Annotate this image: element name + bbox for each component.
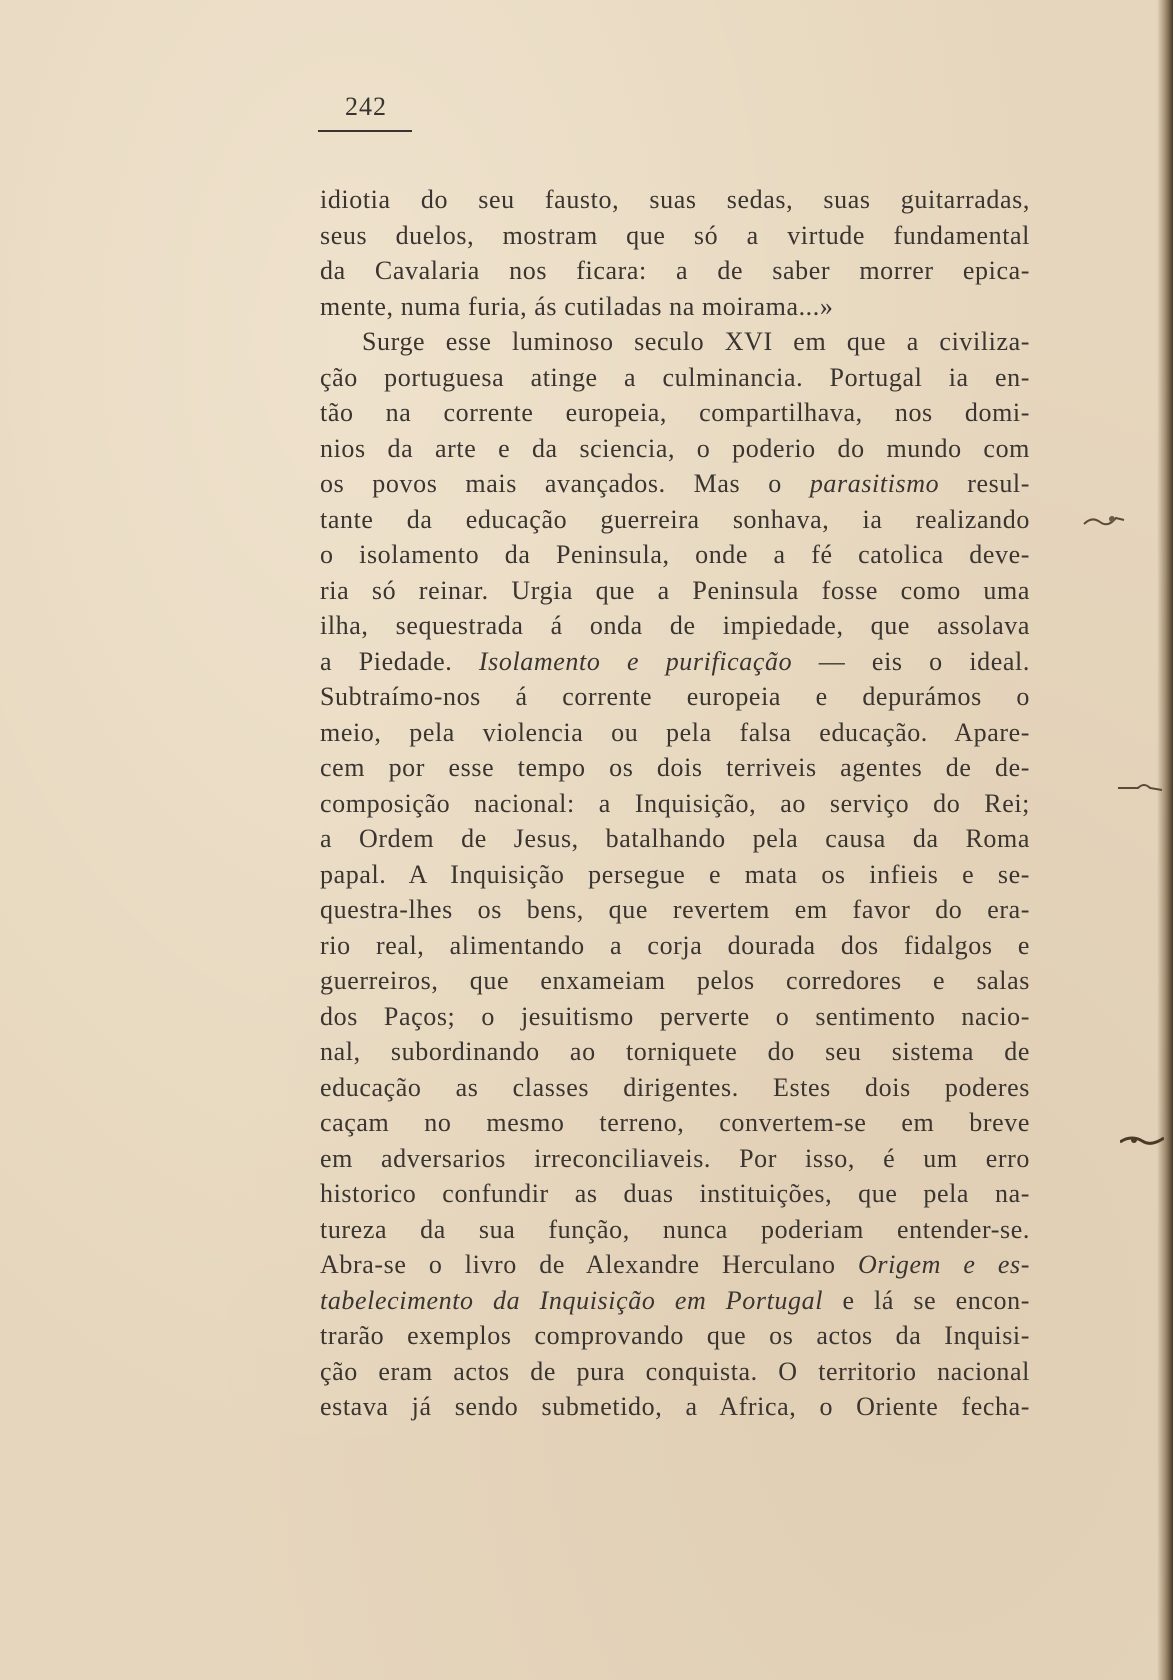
text-run: resul- [939, 469, 1031, 498]
header-rule [318, 130, 412, 132]
italic-run: Isolamento e purificação [478, 646, 793, 676]
text-run: Abra-se o livro de Alexandre Herculano [320, 1250, 858, 1279]
text-line: tureza da sua função, nunca poderiam entender-se. [320, 1214, 1030, 1244]
text-line: mente, numa furia, ás cutiladas na moirama...» [320, 291, 834, 321]
text-line: ilha, sequestrada á onda de impiedade, que assolava [320, 611, 1030, 640]
text-line: ria só reinar. Urgia que a Peninsula fosse como uma [320, 575, 1030, 605]
text-run: a Piedade. [320, 646, 479, 676]
text-line: composição nacional: a Inquisição, ao serviço do Rei; [320, 788, 1030, 818]
bookworm-mark-icon [1118, 778, 1162, 798]
italic-run: parasitismo [809, 469, 940, 498]
text-line: educação as classes dirigentes. Estes dois poderes [320, 1072, 1030, 1102]
text-line: da Cavalaria nos ficara: a de saber morrer epica- [320, 256, 1030, 285]
text-line: papal. A Inquisição persegue e mata os infieis e se- [320, 859, 1030, 889]
text-line [320, 1283, 1030, 1319]
text-line [320, 466, 1030, 502]
italic-run: tabelecimento da Inquisição em Portugal [320, 1285, 824, 1315]
text-line: Surge esse luminoso seculo XVI em que a civiliza- [362, 327, 1030, 356]
text-line: a Ordem de Jesus, batalhando pela causa da Roma [320, 824, 1030, 853]
page-edge-shadow [1157, 0, 1173, 1680]
text-line [320, 1247, 1030, 1283]
text-line: o isolamento da Peninsula, onde a fé catolica deve- [320, 540, 1030, 569]
text-line: caçam no mesmo terreno, convertem-se em breve [320, 1108, 1030, 1137]
bookworm-mark-icon [1120, 1130, 1164, 1150]
text-line: cem por esse tempo os dois terriveis agentes de de- [320, 753, 1030, 782]
text-line: historico confundir as duas instituições, que pela na- [320, 1179, 1030, 1208]
text-line: Subtraímo-nos á corrente europeia e depurámos o [320, 682, 1030, 711]
text-run: — eis o ideal. [792, 646, 1030, 676]
text-line: dos Paços; o jesuitismo perverte o sentimento nacio- [320, 1001, 1030, 1031]
text-line [320, 644, 1030, 680]
text-line: idiotia do seu fausto, suas sedas, suas guitarradas, [320, 185, 1030, 214]
page-number: 242 [345, 92, 387, 121]
text-line: seus duelos, mostram que só a virtude fundamental [320, 220, 1030, 250]
body-text [320, 182, 1030, 1425]
text-run: e lá se encon- [823, 1285, 1030, 1315]
text-line: estava já sendo submetido, a Africa, o Oriente fecha- [320, 1392, 1030, 1421]
text-line: nios da arte e da sciencia, o poderio do mundo com [320, 433, 1030, 463]
text-line: meio, pela violencia ou pela falsa educação. Apare- [320, 717, 1030, 747]
italic-run: Origem e es- [857, 1250, 1030, 1279]
bookworm-mark-icon [1082, 510, 1126, 530]
text-line: tante da educação guerreira sonhava, ia realizando [320, 504, 1030, 534]
text-line: questra-lhes os bens, que revertem em favor do era- [320, 895, 1030, 924]
text-line: rio real, alimentando a corja dourada dos fidalgos e [320, 930, 1030, 960]
text-line: tão na corrente europeia, compartilhava, nos domi- [320, 398, 1030, 427]
text-line: guerreiros, que enxameiam pelos corredores e salas [320, 966, 1030, 995]
text-line: trarão exemplos comprovando que os actos da Inquisi- [320, 1321, 1030, 1350]
text-line: em adversarios irreconciliaveis. Por isso, é um erro [320, 1143, 1030, 1173]
text-line: ção portuguesa atinge a culminancia. Portugal ia en- [320, 362, 1030, 392]
text-line: nal, subordinando ao torniquete do seu sistema de [320, 1037, 1030, 1066]
text-run: os povos mais avançados. Mas o [320, 469, 810, 498]
text-line: ção eram actos de pura conquista. O territorio nacional [320, 1356, 1030, 1386]
